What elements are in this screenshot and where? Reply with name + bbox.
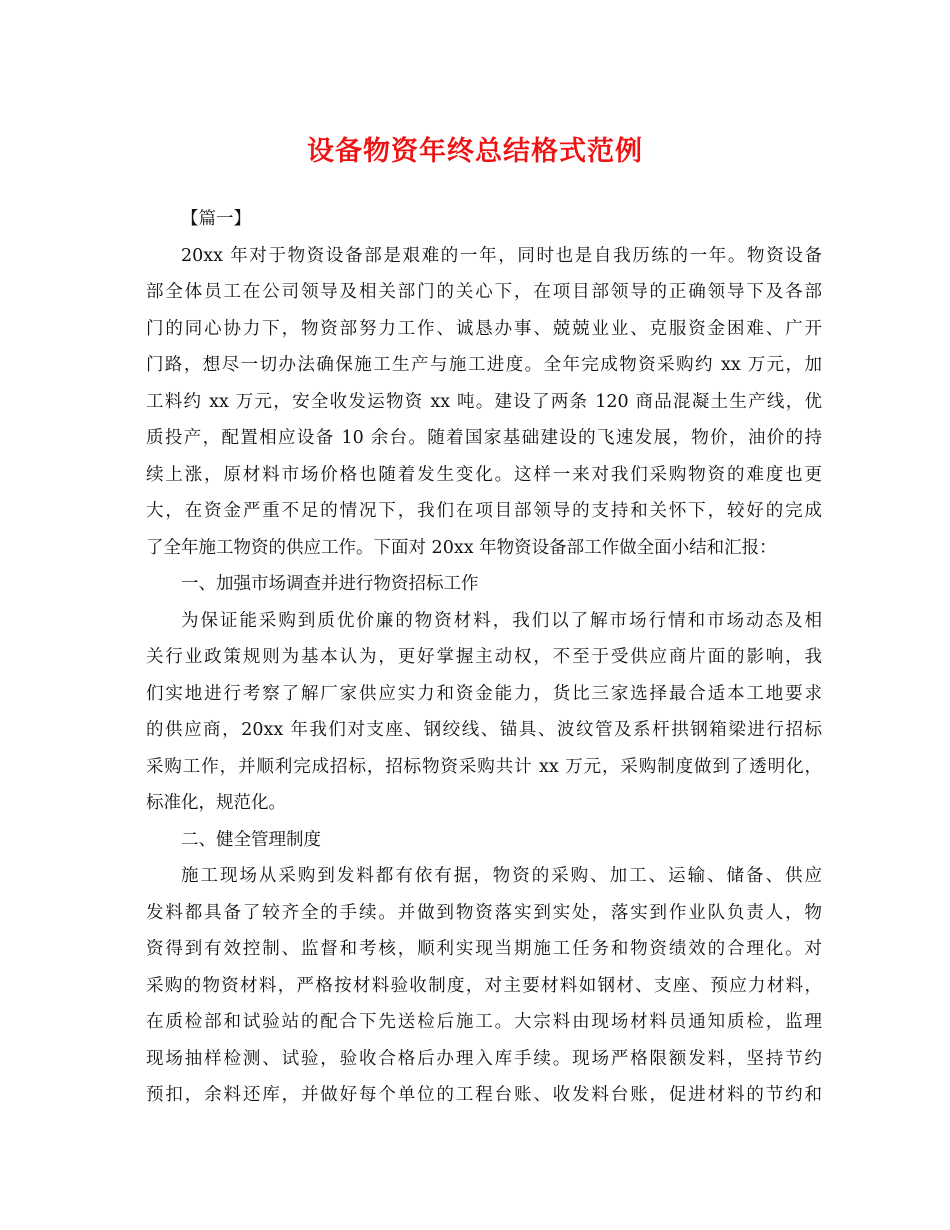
paragraph-line: 资得到有效控制、监督和考核，顺利实现当期施工任务和物资绩效的合理化。对	[146, 939, 822, 959]
document-body	[146, 201, 822, 1114]
document-title: 设备物资年终总结格式范例	[307, 136, 643, 167]
paragraph-line: 施工现场从采购到发料都有依有据，物资的采购、加工、运输、储备、供应	[181, 866, 822, 886]
paragraph-line: 在质检部和试验站的配合下先送检后施工。大宗料由现场材料员通知质检，监理	[146, 1012, 822, 1032]
section-heading-part-one: 【篇一】	[181, 209, 251, 229]
paragraph-line: 预扣，余料还库，并做好每个单位的工程台账、收发料台账，促进材料的节约和	[146, 1085, 822, 1105]
paragraph-line: 了全年施工物资的供应工作。下面对 20xx 年物资设备部工作做全面小结和汇报：	[146, 537, 777, 558]
paragraph-line: 部全体员工在公司领导及相关部门的关心下，在项目部领导的正确领导下及各部	[146, 282, 822, 302]
paragraph-line: 20xx 年对于物资设备部是艰难的一年，同时也是自我历练的一年。物资设备	[181, 245, 822, 266]
paragraph-line: 门的同心协力下，物资部努力工作、诚恳办事、兢兢业业、克服资金困难、广开	[146, 318, 822, 339]
section-heading: 二、健全管理制度	[181, 829, 321, 850]
paragraph-line: 的供应商，20xx 年我们对支座、钢绞线、锚具、波纹管及系杆拱钢箱梁进行招标	[146, 720, 822, 740]
paragraph-line: 为保证能采购到质优价廉的物资材料，我们以了解市场行情和市场动态及相	[181, 610, 822, 631]
paragraph-line: 标准化，规范化。	[146, 793, 286, 813]
paragraph-line: 发料都具备了较齐全的手续。并做到物资落实到实处，落实到作业队负责人，物	[146, 902, 822, 923]
paragraph-line: 关行业政策规则为基本认为，更好掌握主动权，不至于受供应商片面的影响，我	[146, 647, 822, 667]
paragraph-line: 采购工作，并顺利完成招标，招标物资采购共计 xx 万元，采购制度做到了透明化，	[146, 756, 822, 777]
paragraph-line: 续上涨，原材料市场价格也随着发生变化。这样一来对我们采购物资的难度也更	[146, 464, 822, 485]
section-heading: 一、加强市场调查并进行物资招标工作	[181, 574, 479, 594]
paragraph-line: 现场抽样检测、试验，验收合格后办理入库手续。现场严格限额发料，坚持节约	[146, 1048, 822, 1069]
paragraph-line: 工料约 xx 万元，安全收发运物资 xx 吨。建设了两条 120 商品混凝土生产线，优	[146, 391, 822, 412]
paragraph-line: 采购的物资材料，严格按材料验收制度，对主要材料如钢材、支座、预应力材料，	[146, 975, 822, 996]
paragraph-line: 质投产，配置相应设备 10 余台。随着国家基础建设的飞速发展，物价，油价的持	[146, 428, 822, 448]
paragraph-line: 门路，想尽一切办法确保施工生产与施工进度。全年完成物资采购约 xx 万元，加	[146, 355, 822, 375]
paragraph-line: 们实地进行考察了解厂家供应实力和资金能力，货比三家选择最合适本工地要求	[146, 683, 822, 704]
paragraph-line: 大，在资金严重不足的情况下，我们在项目部领导的支持和关怀下，较好的完成	[146, 501, 822, 521]
